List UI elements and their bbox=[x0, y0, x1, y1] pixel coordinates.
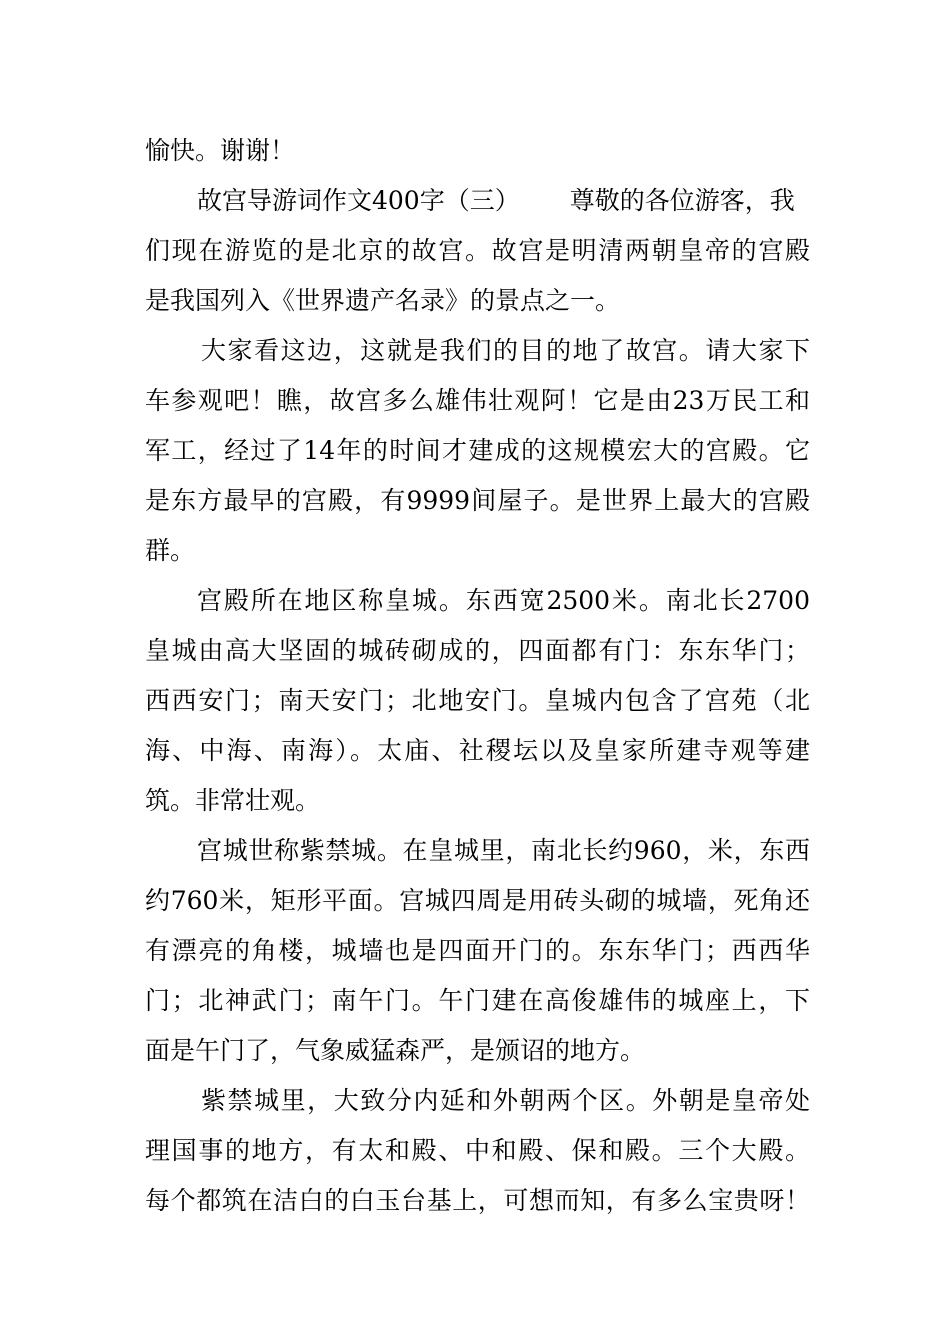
text-line: 理国事的地方，有太和殿、中和殿、保和殿。三个大殿。 bbox=[145, 1136, 810, 1165]
text-line: 有漂亮的角楼，城墙也是四面开门的。东东华门；西西华 bbox=[145, 936, 810, 965]
text-line: 们现在游览的是北京的故宫。故宫是明清两朝皇帝的宫殿 bbox=[145, 236, 810, 265]
text-line: 每个都筑在洁白的白玉台基上，可想而知，有多么宝贵呀！ bbox=[145, 1186, 810, 1215]
document-body bbox=[145, 126, 810, 1226]
text-line: 皇城由高大坚固的城砖砌成的，四面都有门：东东华门； bbox=[145, 636, 810, 665]
text-line-content: 尊敬的各位游客，我 bbox=[569, 186, 795, 215]
text-line: 群。 bbox=[145, 536, 196, 565]
text-line: 西西安门；南天安门；北地安门。皇城内包含了宫苑（北 bbox=[145, 686, 810, 715]
text-line: 门；北神武门；南午门。午门建在高俊雄伟的城座上，下 bbox=[145, 986, 810, 1015]
text-line: 宫殿所在地区称皇城。东西宽2500米。南北长2700 bbox=[197, 586, 810, 615]
text-line: 大家看这边，这就是我们的目的地了故宫。请大家下 bbox=[201, 336, 810, 365]
text-line-content: 愉快。谢谢！ bbox=[145, 136, 296, 165]
text-line: 是我国列入《世界遗产名录》的景点之一。 bbox=[145, 286, 621, 315]
text-line: 是东方最早的宫殿，有9999间屋子。是世界上最大的宫殿 bbox=[145, 486, 810, 515]
text-line: 筑。非常壮观。 bbox=[145, 786, 321, 815]
text-line: 军工，经过了14年的时间才建成的这规模宏大的宫殿。它 bbox=[145, 436, 810, 465]
text-line: 约760米，矩形平面。宫城四周是用砖头砌的城墙，死角还 bbox=[145, 886, 810, 915]
section-heading: 故宫导游词作文400字（三） bbox=[197, 186, 520, 215]
text-line: 面是午门了，气象威猛森严，是颁诏的地方。 bbox=[145, 1036, 646, 1065]
text-line: 紫禁城里，大致分内延和外朝两个区。外朝是皇帝处 bbox=[201, 1086, 810, 1115]
text-line bbox=[145, 176, 810, 226]
text-line: 宫城世称紫禁城。在皇城里，南北长约960，米，东西 bbox=[197, 836, 810, 865]
text-line bbox=[145, 126, 810, 176]
text-line: 海、中海、南海）。太庙、社稷坛以及皇家所建寺观等建 bbox=[145, 736, 810, 765]
text-line: 车参观吧！瞧，故宫多么雄伟壮观阿！它是由23万民工和 bbox=[145, 386, 810, 415]
